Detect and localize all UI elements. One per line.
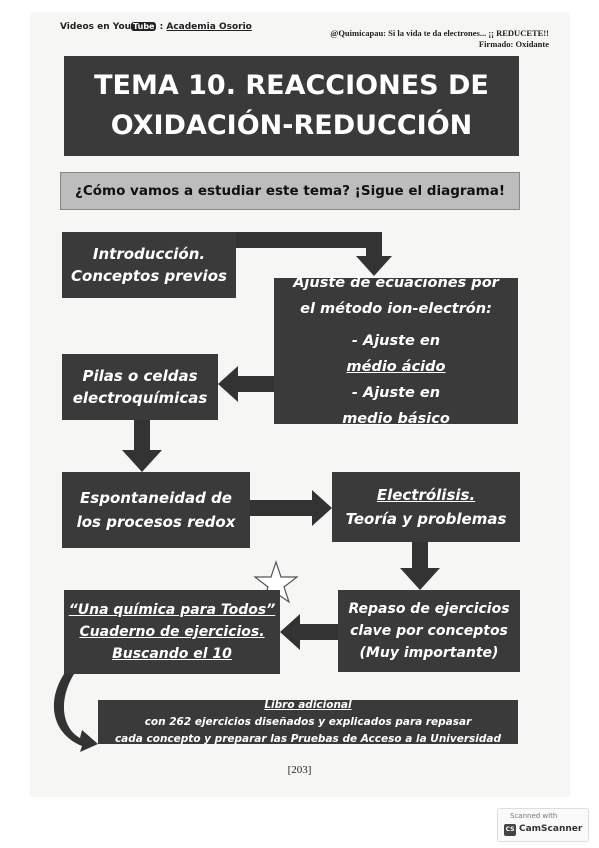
camscanner-watermark: Scanned with CS CamScanner	[497, 808, 589, 842]
header-motto: @Quimicapau: Si la vida te da electrones... ¡¡ REDUCETE!!	[330, 28, 549, 38]
arrow-espont-to-electrolisis	[250, 490, 332, 526]
node-repaso: Repaso de ejercicios clave por conceptos (Muy importante)	[338, 590, 520, 672]
node-espontaneidad: Espontaneidad de los procesos redox	[62, 472, 250, 548]
header-signature: Firmado: Oxidante	[478, 39, 549, 49]
node-electrolisis: Electrólisis. Teoría y problemas	[332, 472, 520, 542]
node-introduccion: Introducción. Conceptos previos	[62, 232, 236, 298]
arrow-electrolisis-to-repaso	[400, 542, 440, 590]
page-number: [203]	[287, 764, 312, 776]
node-libro-adicional: Libro adicional con 262 ejercicios diseñados y explicados para repasar cada concepto y preparar las Pruebas de Acceso a la Universidad	[98, 700, 518, 744]
node-ajuste-ion-electron: Ajuste de ecuaciones por el método ion-electrón: - Ajuste en médio ácido - Ajuste en medio básico	[274, 278, 518, 424]
arrow-pilas-to-espontaneidad	[122, 420, 162, 472]
header-left: Videos en You Tube : Academia Osorio	[60, 22, 252, 32]
arrow-repaso-to-libro	[280, 614, 338, 650]
youtube-logo: Tube	[133, 22, 155, 31]
camscanner-logo-icon: CS	[504, 824, 516, 836]
page-title: TEMA 10. REACCIONES DE OXIDACIÓN-REDUCCIÓN	[64, 56, 519, 156]
diagram-subtitle: ¿Cómo vamos a estudiar este tema? ¡Sigue el diagrama!	[60, 172, 520, 210]
arrow-ajuste-to-pilas	[218, 366, 274, 402]
node-pilas: Pilas o celdas electroquímicas	[62, 354, 218, 420]
channel-name: Academia Osorio	[166, 22, 252, 32]
arrow-curve-to-adicional	[54, 674, 98, 752]
node-libro-ejercicios: “Una química para Todos” Cuaderno de ejercicios. Buscando el 10	[64, 590, 280, 674]
